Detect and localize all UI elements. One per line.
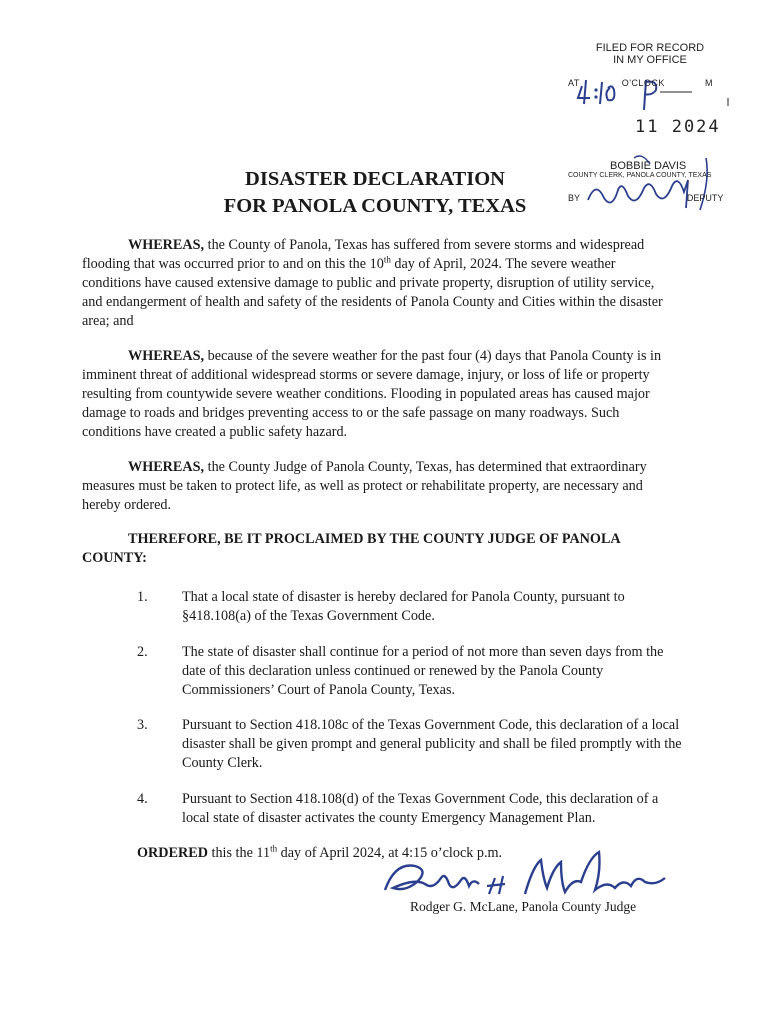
title-line-1: DISASTER DECLARATION: [245, 168, 505, 190]
document-title: [190, 166, 560, 220]
filed-line-2: IN MY OFFICE: [613, 54, 687, 66]
title-line-2: FOR PANOLA COUNTY, TEXAS: [223, 195, 527, 217]
clerk-name: BOBBIE DAVIS: [610, 160, 687, 172]
whereas-lead: WHEREAS,: [128, 237, 205, 253]
ordered-text: this the 11: [207, 845, 271, 861]
filing-time-line: [568, 78, 713, 88]
whereas-lead: WHEREAS,: [128, 459, 205, 475]
whereas-text-cont: day of April, 2024. The severe weather conditions have caused extensive damage to public and private property, disruption of utility service, and endangerment of health and safety of the residents of Panola County and Cities within the disaster area; and: [82, 256, 663, 329]
filed-line-1: FILED FOR RECORD: [595, 42, 705, 54]
judge-signature: [375, 838, 675, 908]
filing-date: 11 2024: [635, 117, 721, 137]
item-text: Pursuant to Section 418.108c of the Texas Government Code, this declaration of a local disaster shall be given prompt and general publicity and shall be filed promptly with the County Clerk.: [182, 717, 682, 771]
filing-stamp: [560, 40, 760, 220]
whereas-paragraph-1: [82, 236, 672, 331]
deputy-line: [568, 193, 723, 203]
m-label: M: [704, 78, 713, 88]
whereas-text: the County of Panola, Texas has suffered from severe storms and widespread flooding that was occurred prior to and on this the 10: [82, 237, 645, 272]
item-number: 1.: [137, 589, 148, 605]
deputy-label: DEPUTY: [686, 193, 724, 203]
whereas-lead: WHEREAS,: [128, 348, 205, 364]
ordinal-suffix: th: [383, 254, 391, 265]
at-label: AT: [568, 78, 580, 88]
signer-name: Rodger G. McLane, Panola County Judge: [410, 899, 637, 914]
by-label: BY: [568, 193, 580, 203]
ordinal-suffix: th: [270, 843, 278, 854]
item-text: The state of disaster shall continue for a period of not more than seven days from the date of this declaration unless continued or renewed by the Panola County Commissioners’ Court of Panola County, Texas.: [182, 644, 664, 698]
whereas-text: because of the severe weather for the past four (4) days that Panola County is in imminent threat of additional widespread storms or severe damage, injury, or loss of life or property resulting from countywide severe weather conditions. Flooding in populated areas has caused major damage to roads and bridges preventing access to or the safe passage on many roadways. Such conditions have created a public safety hazard.: [82, 348, 662, 440]
ordered-text-cont: day of April 2024, at 4:15 o’clock p.m.: [277, 845, 503, 861]
item-number: 3.: [137, 717, 148, 733]
item-text: Pursuant to Section 418.108(d) of the Texas Government Code, this declaration of a local state of disaster activates the county Emergency Management Plan.: [182, 791, 659, 826]
whereas-text: the County Judge of Panola County, Texas, has determined that extraordinary measures must be taken to protect life, as well as protect or rehabilitate property, are necessary and hereby ordered.: [82, 459, 647, 513]
whereas-paragraph-3: [82, 458, 672, 515]
proclamation-heading: THEREFORE, BE IT PROCLAIMED BY THE COUNTY JUDGE OF PANOLA COUNTY:: [82, 531, 620, 566]
ordered-lead: ORDERED: [137, 845, 208, 861]
clerk-title: COUNTY CLERK, PANOLA COUNTY, TEXAS: [568, 172, 712, 179]
whereas-paragraph-2: [82, 347, 672, 442]
item-text: That a local state of disaster is hereby declared for Panola County, pursuant to §418.108(a) of the Texas Government Code.: [182, 589, 625, 624]
clock-label: O'CLOCK: [621, 78, 665, 88]
item-number: 2.: [137, 644, 148, 660]
item-number: 4.: [137, 791, 148, 807]
